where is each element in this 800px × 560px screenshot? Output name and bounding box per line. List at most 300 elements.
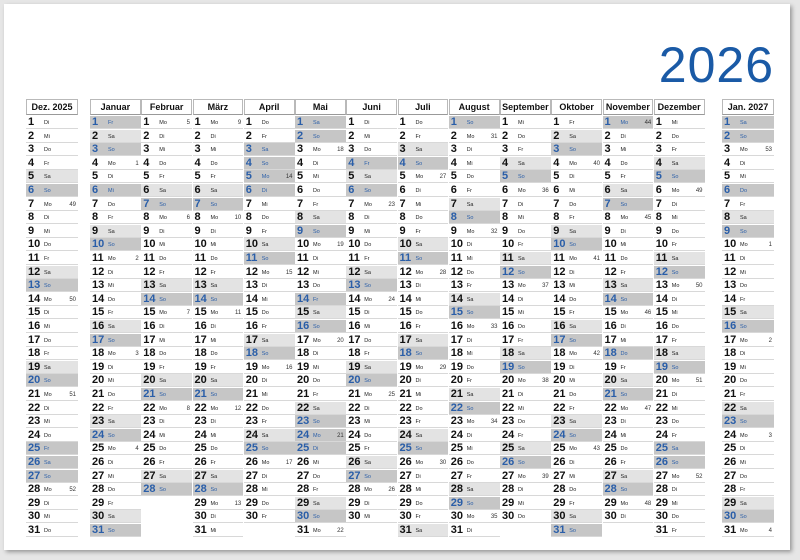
- day-cell[interactable]: [398, 279, 449, 292]
- day-cell[interactable]: [295, 456, 346, 469]
- day-cell[interactable]: [449, 374, 500, 387]
- day-cell[interactable]: [654, 306, 705, 319]
- day-cell[interactable]: [346, 361, 397, 374]
- day-cell[interactable]: [398, 429, 449, 442]
- day-cell[interactable]: [722, 279, 774, 292]
- day-cell[interactable]: [244, 170, 295, 183]
- day-cell[interactable]: [193, 306, 244, 319]
- day-cell[interactable]: [193, 388, 244, 401]
- day-cell[interactable]: [449, 497, 500, 510]
- day-cell[interactable]: [551, 470, 602, 483]
- day-cell[interactable]: [551, 361, 602, 374]
- day-cell[interactable]: [551, 157, 602, 170]
- day-cell[interactable]: [26, 279, 78, 292]
- day-cell[interactable]: [26, 320, 78, 333]
- day-cell[interactable]: [244, 130, 295, 143]
- day-cell[interactable]: [193, 497, 244, 510]
- day-cell[interactable]: [654, 266, 705, 279]
- day-cell[interactable]: [654, 157, 705, 170]
- day-cell[interactable]: [244, 198, 295, 211]
- day-cell[interactable]: [654, 442, 705, 455]
- day-cell[interactable]: [603, 497, 654, 510]
- day-cell[interactable]: [449, 483, 500, 496]
- day-cell[interactable]: [654, 252, 705, 265]
- day-cell[interactable]: [295, 293, 346, 306]
- day-cell[interactable]: [346, 116, 397, 129]
- day-cell[interactable]: [244, 456, 295, 469]
- day-cell[interactable]: [90, 374, 141, 387]
- day-cell[interactable]: [551, 130, 602, 143]
- day-cell[interactable]: [551, 429, 602, 442]
- day-cell[interactable]: [449, 347, 500, 360]
- day-cell[interactable]: [244, 429, 295, 442]
- day-cell[interactable]: [603, 293, 654, 306]
- day-cell[interactable]: [603, 116, 654, 129]
- day-cell[interactable]: [449, 279, 500, 292]
- day-cell[interactable]: [295, 334, 346, 347]
- day-cell[interactable]: [398, 116, 449, 129]
- day-cell[interactable]: [603, 238, 654, 251]
- day-cell[interactable]: [193, 170, 244, 183]
- day-cell[interactable]: [26, 238, 78, 251]
- day-cell[interactable]: [551, 524, 602, 537]
- day-cell[interactable]: [500, 130, 551, 143]
- day-cell[interactable]: [449, 293, 500, 306]
- day-cell[interactable]: [722, 252, 774, 265]
- day-cell[interactable]: [244, 320, 295, 333]
- day-cell[interactable]: [398, 252, 449, 265]
- day-cell[interactable]: [346, 306, 397, 319]
- day-cell[interactable]: [244, 293, 295, 306]
- day-cell[interactable]: [500, 266, 551, 279]
- day-cell[interactable]: [500, 279, 551, 292]
- day-cell[interactable]: [244, 442, 295, 455]
- day-cell[interactable]: [551, 306, 602, 319]
- day-cell[interactable]: [722, 198, 774, 211]
- day-cell[interactable]: [654, 130, 705, 143]
- day-cell[interactable]: [500, 170, 551, 183]
- day-cell[interactable]: [722, 470, 774, 483]
- day-cell[interactable]: [295, 442, 346, 455]
- day-cell[interactable]: [603, 361, 654, 374]
- day-cell[interactable]: [295, 266, 346, 279]
- day-cell[interactable]: [551, 320, 602, 333]
- day-cell[interactable]: [295, 116, 346, 129]
- day-cell[interactable]: [722, 497, 774, 510]
- day-cell[interactable]: [449, 402, 500, 415]
- day-cell[interactable]: [295, 361, 346, 374]
- day-cell[interactable]: [654, 184, 705, 197]
- day-cell[interactable]: [654, 402, 705, 415]
- day-cell[interactable]: [654, 388, 705, 401]
- day-cell[interactable]: [500, 510, 551, 523]
- day-cell[interactable]: [193, 470, 244, 483]
- day-cell[interactable]: [90, 306, 141, 319]
- day-cell[interactable]: [90, 415, 141, 428]
- day-cell[interactable]: [722, 456, 774, 469]
- day-cell[interactable]: [603, 374, 654, 387]
- day-cell[interactable]: [398, 361, 449, 374]
- day-cell[interactable]: [722, 510, 774, 523]
- day-cell[interactable]: [244, 497, 295, 510]
- day-cell[interactable]: [141, 470, 192, 483]
- day-cell[interactable]: [654, 225, 705, 238]
- day-cell[interactable]: [295, 470, 346, 483]
- day-cell[interactable]: [654, 143, 705, 156]
- day-cell[interactable]: [346, 170, 397, 183]
- day-cell[interactable]: [141, 483, 192, 496]
- day-cell[interactable]: [603, 184, 654, 197]
- day-cell[interactable]: [449, 211, 500, 224]
- day-cell[interactable]: [193, 293, 244, 306]
- day-cell[interactable]: [26, 211, 78, 224]
- day-cell[interactable]: [346, 470, 397, 483]
- day-cell[interactable]: [722, 442, 774, 455]
- day-cell[interactable]: [346, 510, 397, 523]
- day-cell[interactable]: [193, 116, 244, 129]
- day-cell[interactable]: [26, 510, 78, 523]
- day-cell[interactable]: [449, 470, 500, 483]
- day-cell[interactable]: [398, 170, 449, 183]
- day-cell[interactable]: [193, 524, 244, 537]
- day-cell[interactable]: [193, 143, 244, 156]
- day-cell[interactable]: [346, 429, 397, 442]
- day-cell[interactable]: [90, 429, 141, 442]
- day-cell[interactable]: [90, 211, 141, 224]
- day-cell[interactable]: [398, 198, 449, 211]
- day-cell[interactable]: [26, 524, 78, 537]
- day-cell[interactable]: [398, 483, 449, 496]
- day-cell[interactable]: [90, 170, 141, 183]
- day-cell[interactable]: [449, 266, 500, 279]
- day-cell[interactable]: [141, 456, 192, 469]
- day-cell[interactable]: [551, 143, 602, 156]
- day-cell[interactable]: [398, 143, 449, 156]
- day-cell[interactable]: [449, 238, 500, 251]
- day-cell[interactable]: [141, 320, 192, 333]
- day-cell[interactable]: [141, 198, 192, 211]
- day-cell[interactable]: [295, 238, 346, 251]
- day-cell[interactable]: [90, 157, 141, 170]
- day-cell[interactable]: [244, 388, 295, 401]
- day-cell[interactable]: [398, 320, 449, 333]
- day-cell[interactable]: [722, 293, 774, 306]
- day-cell[interactable]: [26, 116, 78, 129]
- day-cell[interactable]: [26, 470, 78, 483]
- day-cell[interactable]: [26, 293, 78, 306]
- day-cell[interactable]: [551, 170, 602, 183]
- day-cell[interactable]: [449, 252, 500, 265]
- day-cell[interactable]: [603, 157, 654, 170]
- day-cell[interactable]: [654, 429, 705, 442]
- day-cell[interactable]: [449, 334, 500, 347]
- day-cell[interactable]: [141, 266, 192, 279]
- day-cell[interactable]: [398, 456, 449, 469]
- day-cell[interactable]: [295, 347, 346, 360]
- day-cell[interactable]: [244, 347, 295, 360]
- day-cell[interactable]: [26, 334, 78, 347]
- day-cell[interactable]: [26, 483, 78, 496]
- day-cell[interactable]: [449, 306, 500, 319]
- day-cell[interactable]: [141, 374, 192, 387]
- day-cell[interactable]: [90, 510, 141, 523]
- day-cell[interactable]: [193, 211, 244, 224]
- day-cell[interactable]: [398, 388, 449, 401]
- day-cell[interactable]: [295, 130, 346, 143]
- day-cell[interactable]: [398, 293, 449, 306]
- day-cell[interactable]: [346, 334, 397, 347]
- day-cell[interactable]: [26, 252, 78, 265]
- day-cell[interactable]: [295, 184, 346, 197]
- day-cell[interactable]: [654, 524, 705, 537]
- day-cell[interactable]: [244, 211, 295, 224]
- day-cell[interactable]: [603, 279, 654, 292]
- day-cell[interactable]: [244, 415, 295, 428]
- day-cell[interactable]: [398, 415, 449, 428]
- day-cell[interactable]: [346, 157, 397, 170]
- day-cell[interactable]: [295, 429, 346, 442]
- day-cell[interactable]: [603, 347, 654, 360]
- day-cell[interactable]: [141, 334, 192, 347]
- day-cell[interactable]: [551, 483, 602, 496]
- day-cell[interactable]: [295, 279, 346, 292]
- day-cell[interactable]: [722, 266, 774, 279]
- day-cell[interactable]: [500, 306, 551, 319]
- day-cell[interactable]: [398, 238, 449, 251]
- day-cell[interactable]: [449, 361, 500, 374]
- day-cell[interactable]: [141, 130, 192, 143]
- day-cell[interactable]: [90, 184, 141, 197]
- day-cell[interactable]: [90, 266, 141, 279]
- day-cell[interactable]: [141, 361, 192, 374]
- day-cell[interactable]: [346, 456, 397, 469]
- day-cell[interactable]: [346, 320, 397, 333]
- day-cell[interactable]: [603, 198, 654, 211]
- day-cell[interactable]: [346, 211, 397, 224]
- day-cell[interactable]: [90, 361, 141, 374]
- day-cell[interactable]: [346, 225, 397, 238]
- day-cell[interactable]: [500, 402, 551, 415]
- day-cell[interactable]: [551, 116, 602, 129]
- day-cell[interactable]: [398, 184, 449, 197]
- day-cell[interactable]: [26, 170, 78, 183]
- day-cell[interactable]: [90, 388, 141, 401]
- day-cell[interactable]: [26, 415, 78, 428]
- day-cell[interactable]: [722, 225, 774, 238]
- day-cell[interactable]: [346, 483, 397, 496]
- day-cell[interactable]: [500, 442, 551, 455]
- day-cell[interactable]: [90, 293, 141, 306]
- day-cell[interactable]: [26, 130, 78, 143]
- day-cell[interactable]: [295, 320, 346, 333]
- day-cell[interactable]: [26, 388, 78, 401]
- day-cell[interactable]: [398, 524, 449, 537]
- day-cell[interactable]: [654, 238, 705, 251]
- day-cell[interactable]: [603, 225, 654, 238]
- day-cell[interactable]: [346, 266, 397, 279]
- day-cell[interactable]: [551, 238, 602, 251]
- day-cell[interactable]: [722, 361, 774, 374]
- day-cell[interactable]: [449, 388, 500, 401]
- day-cell[interactable]: [500, 184, 551, 197]
- day-cell[interactable]: [346, 143, 397, 156]
- day-cell[interactable]: [244, 279, 295, 292]
- day-cell[interactable]: [654, 497, 705, 510]
- day-cell[interactable]: [603, 415, 654, 428]
- day-cell[interactable]: [193, 442, 244, 455]
- day-cell[interactable]: [654, 334, 705, 347]
- day-cell[interactable]: [654, 211, 705, 224]
- day-cell[interactable]: [551, 211, 602, 224]
- day-cell[interactable]: [500, 320, 551, 333]
- day-cell[interactable]: [141, 279, 192, 292]
- day-cell[interactable]: [654, 374, 705, 387]
- day-cell[interactable]: [26, 184, 78, 197]
- day-cell[interactable]: [346, 238, 397, 251]
- day-cell[interactable]: [193, 198, 244, 211]
- day-cell[interactable]: [193, 402, 244, 415]
- day-cell[interactable]: [398, 470, 449, 483]
- day-cell[interactable]: [90, 320, 141, 333]
- day-cell[interactable]: [346, 130, 397, 143]
- day-cell[interactable]: [244, 483, 295, 496]
- day-cell[interactable]: [244, 470, 295, 483]
- day-cell[interactable]: [346, 198, 397, 211]
- day-cell[interactable]: [500, 374, 551, 387]
- day-cell[interactable]: [603, 388, 654, 401]
- day-cell[interactable]: [551, 456, 602, 469]
- day-cell[interactable]: [722, 483, 774, 496]
- day-cell[interactable]: [295, 198, 346, 211]
- day-cell[interactable]: [26, 198, 78, 211]
- day-cell[interactable]: [90, 497, 141, 510]
- day-cell[interactable]: [244, 116, 295, 129]
- day-cell[interactable]: [603, 456, 654, 469]
- day-cell[interactable]: [193, 266, 244, 279]
- day-cell[interactable]: [722, 524, 774, 537]
- day-cell[interactable]: [654, 116, 705, 129]
- day-cell[interactable]: [295, 402, 346, 415]
- day-cell[interactable]: [722, 306, 774, 319]
- day-cell[interactable]: [603, 143, 654, 156]
- day-cell[interactable]: [295, 143, 346, 156]
- day-cell[interactable]: [346, 402, 397, 415]
- day-cell[interactable]: [398, 225, 449, 238]
- day-cell[interactable]: [551, 415, 602, 428]
- day-cell[interactable]: [346, 252, 397, 265]
- day-cell[interactable]: [346, 442, 397, 455]
- day-cell[interactable]: [722, 402, 774, 415]
- day-cell[interactable]: [603, 266, 654, 279]
- day-cell[interactable]: [193, 225, 244, 238]
- day-cell[interactable]: [654, 170, 705, 183]
- day-cell[interactable]: [449, 184, 500, 197]
- day-cell[interactable]: [500, 116, 551, 129]
- day-cell[interactable]: [26, 266, 78, 279]
- day-cell[interactable]: [722, 143, 774, 156]
- day-cell[interactable]: [722, 429, 774, 442]
- day-cell[interactable]: [722, 415, 774, 428]
- day-cell[interactable]: [722, 130, 774, 143]
- day-cell[interactable]: [722, 116, 774, 129]
- day-cell[interactable]: [244, 402, 295, 415]
- day-cell[interactable]: [244, 374, 295, 387]
- day-cell[interactable]: [551, 279, 602, 292]
- day-cell[interactable]: [244, 361, 295, 374]
- day-cell[interactable]: [346, 415, 397, 428]
- day-cell[interactable]: [449, 320, 500, 333]
- day-cell[interactable]: [500, 198, 551, 211]
- day-cell[interactable]: [603, 170, 654, 183]
- day-cell[interactable]: [26, 442, 78, 455]
- day-cell[interactable]: [295, 252, 346, 265]
- day-cell[interactable]: [722, 157, 774, 170]
- day-cell[interactable]: [449, 157, 500, 170]
- day-cell[interactable]: [90, 116, 141, 129]
- day-cell[interactable]: [551, 497, 602, 510]
- day-cell[interactable]: [141, 225, 192, 238]
- day-cell[interactable]: [449, 524, 500, 537]
- day-cell[interactable]: [346, 293, 397, 306]
- day-cell[interactable]: [141, 252, 192, 265]
- day-cell[interactable]: [500, 347, 551, 360]
- day-cell[interactable]: [551, 293, 602, 306]
- day-cell[interactable]: [654, 510, 705, 523]
- day-cell[interactable]: [295, 483, 346, 496]
- day-cell[interactable]: [551, 402, 602, 415]
- day-cell[interactable]: [193, 334, 244, 347]
- day-cell[interactable]: [295, 170, 346, 183]
- day-cell[interactable]: [500, 157, 551, 170]
- day-cell[interactable]: [193, 238, 244, 251]
- day-cell[interactable]: [551, 266, 602, 279]
- day-cell[interactable]: [603, 306, 654, 319]
- day-cell[interactable]: [603, 470, 654, 483]
- day-cell[interactable]: [722, 320, 774, 333]
- day-cell[interactable]: [90, 143, 141, 156]
- day-cell[interactable]: [141, 143, 192, 156]
- day-cell[interactable]: [346, 279, 397, 292]
- day-cell[interactable]: [141, 388, 192, 401]
- day-cell[interactable]: [722, 184, 774, 197]
- day-cell[interactable]: [26, 143, 78, 156]
- day-cell[interactable]: [90, 456, 141, 469]
- day-cell[interactable]: [193, 456, 244, 469]
- day-cell[interactable]: [398, 347, 449, 360]
- day-cell[interactable]: [141, 238, 192, 251]
- day-cell[interactable]: [244, 184, 295, 197]
- day-cell[interactable]: [722, 388, 774, 401]
- day-cell[interactable]: [500, 252, 551, 265]
- day-cell[interactable]: [654, 361, 705, 374]
- day-cell[interactable]: [295, 306, 346, 319]
- day-cell[interactable]: [722, 238, 774, 251]
- day-cell[interactable]: [603, 402, 654, 415]
- day-cell[interactable]: [90, 130, 141, 143]
- day-cell[interactable]: [603, 442, 654, 455]
- day-cell[interactable]: [722, 334, 774, 347]
- day-cell[interactable]: [141, 347, 192, 360]
- day-cell[interactable]: [500, 497, 551, 510]
- day-cell[interactable]: [654, 415, 705, 428]
- day-cell[interactable]: [500, 293, 551, 306]
- day-cell[interactable]: [449, 456, 500, 469]
- day-cell[interactable]: [500, 415, 551, 428]
- day-cell[interactable]: [141, 211, 192, 224]
- day-cell[interactable]: [193, 184, 244, 197]
- day-cell[interactable]: [654, 320, 705, 333]
- day-cell[interactable]: [398, 334, 449, 347]
